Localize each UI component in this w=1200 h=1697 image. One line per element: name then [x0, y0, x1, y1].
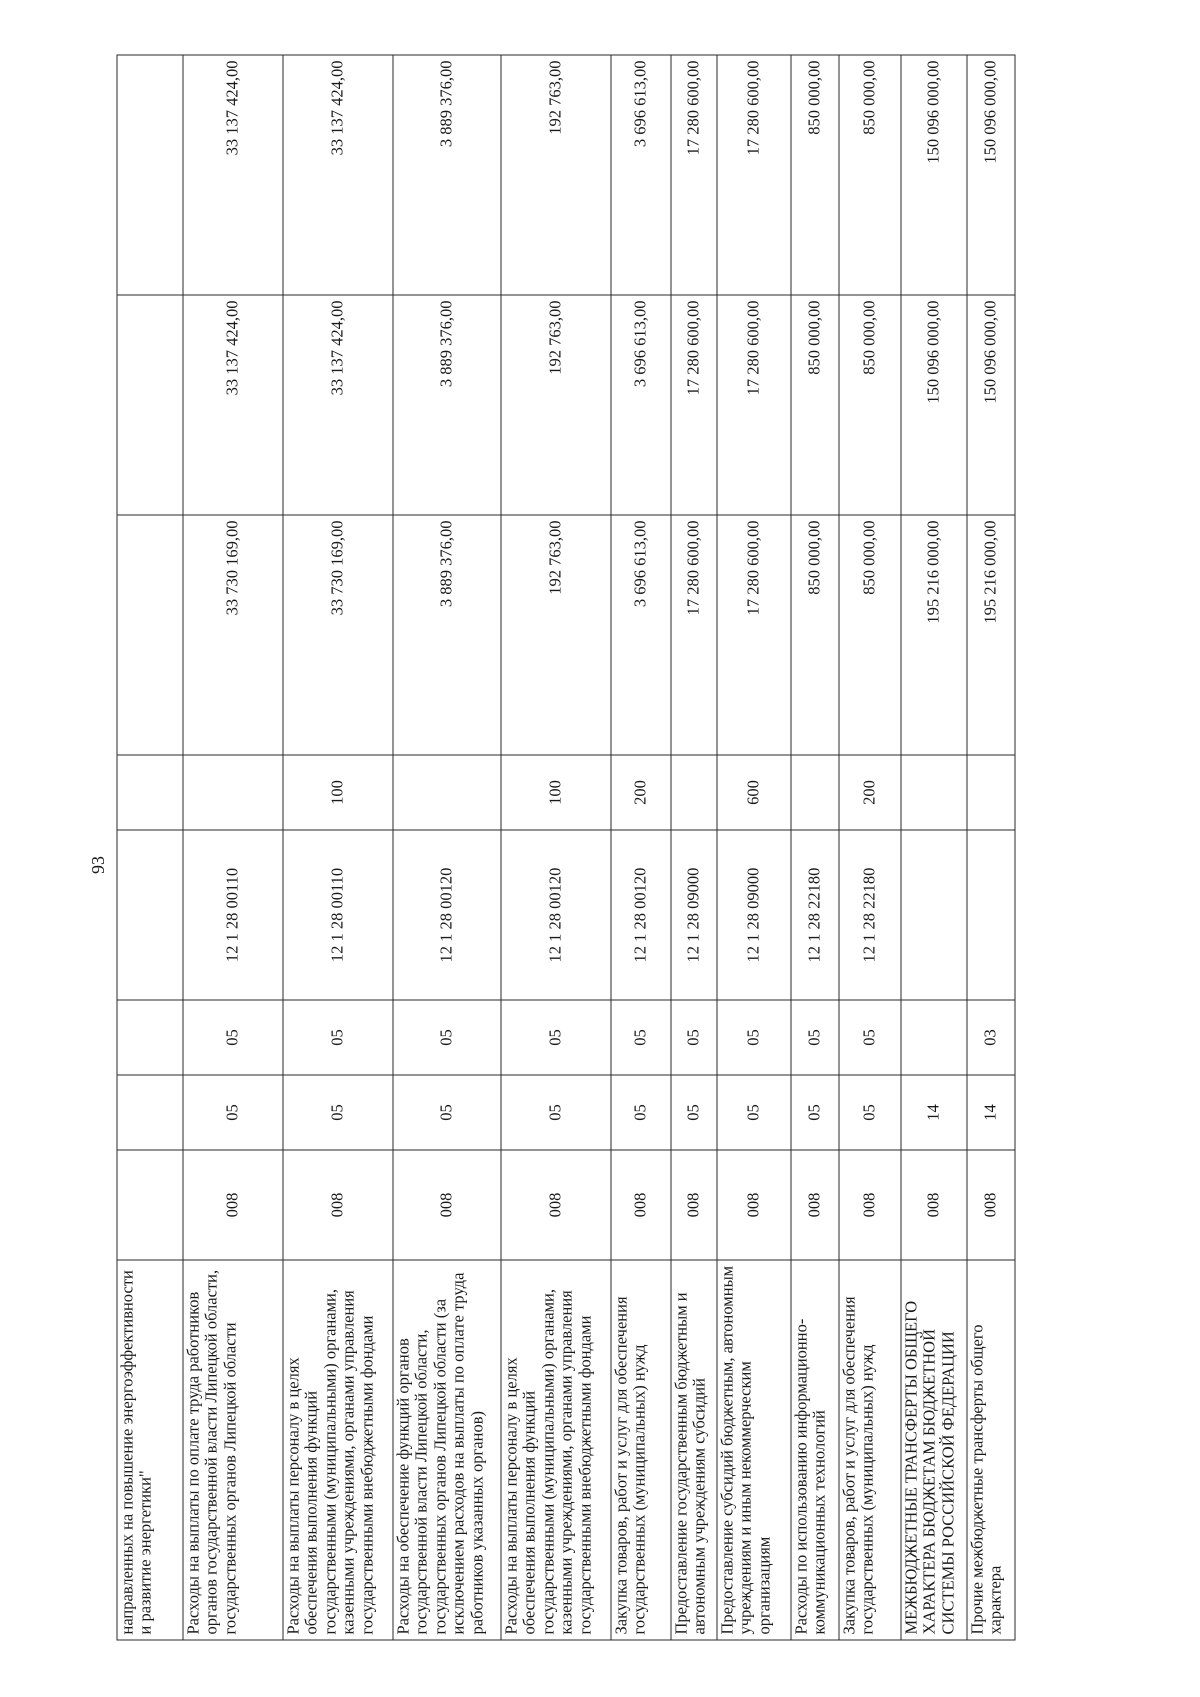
cell-target-article — [117, 830, 183, 1000]
cell-sum-year-1: 17 280 600,00 — [671, 515, 717, 755]
cell-razdel: 05 — [393, 1075, 501, 1150]
cell-razdel: 05 — [671, 1075, 717, 1150]
rotated-table-area — [116, 56, 1084, 1641]
cell-podrazdel: 05 — [501, 1000, 611, 1075]
cell-sum-year-2 — [117, 295, 183, 515]
cell-description: Прочие межбюджетные трансферты общего характера — [967, 1260, 1015, 1640]
cell-target-article: 12 1 28 00110 — [283, 830, 393, 1000]
cell-ved: 008 — [283, 1150, 393, 1260]
cell-razdel: 05 — [717, 1075, 791, 1150]
cell-sum-year-1: 192 763,00 — [501, 515, 611, 755]
cell-sum-year-2: 33 137 424,00 — [183, 295, 283, 515]
cell-sum-year-1: 33 730 169,00 — [183, 515, 283, 755]
cell-sum-year-3: 3 889 376,00 — [393, 55, 501, 295]
cell-ved: 008 — [501, 1150, 611, 1260]
cell-sum-year-3: 150 096 000,00 — [967, 55, 1015, 295]
table-row — [183, 55, 283, 1640]
cell-sum-year-1: 17 280 600,00 — [717, 515, 791, 755]
cell-sum-year-2: 850 000,00 — [839, 295, 901, 515]
cell-description: Закупка товаров, работ и услуг для обеспечения государственных (муниципальных) нужд — [839, 1260, 901, 1640]
cell-ved: 008 — [671, 1150, 717, 1260]
table-row — [791, 55, 839, 1640]
cell-podrazdel: 05 — [183, 1000, 283, 1075]
cell-ved: 008 — [717, 1150, 791, 1260]
cell-description: Закупка товаров, работ и услуг для обеспечения государственных (муниципальных) нужд — [611, 1260, 671, 1640]
cell-description: Предоставление субсидий бюджетным, автономным учреждениям и иным некоммерческим организациям — [717, 1260, 791, 1640]
cell-sum-year-3: 3 696 613,00 — [611, 55, 671, 295]
cell-sum-year-1: 3 889 376,00 — [393, 515, 501, 755]
cell-description: МЕЖБЮДЖЕТНЫЕ ТРАНСФЕРТЫ ОБЩЕГО ХАРАКТЕРА БЮДЖЕТАМ БЮДЖЕТНОЙ СИСТЕМЫ РОССИЙСКОЙ ФЕДЕРАЦИИ — [901, 1260, 967, 1640]
cell-sum-year-2: 150 096 000,00 — [967, 295, 1015, 515]
cell-razdel: 05 — [611, 1075, 671, 1150]
cell-sum-year-2: 17 280 600,00 — [717, 295, 791, 515]
cell-podrazdel — [117, 1000, 183, 1075]
cell-sum-year-1: 33 730 169,00 — [283, 515, 393, 755]
cell-description: Предоставление государственным бюджетным и автономным учреждениям субсидий — [671, 1260, 717, 1640]
cell-target-article: 12 1 28 00110 — [183, 830, 283, 1000]
cell-ved: 008 — [183, 1150, 283, 1260]
cell-razdel: 14 — [967, 1075, 1015, 1150]
cell-expense-type — [901, 755, 967, 830]
page-number: 93 — [88, 856, 108, 874]
cell-target-article: 12 1 28 00120 — [501, 830, 611, 1000]
cell-sum-year-3: 850 000,00 — [839, 55, 901, 295]
cell-target-article: 12 1 28 09000 — [671, 830, 717, 1000]
cell-description: Расходы на выплаты по оплате труда работников органов государственной власти Липецкой области, государственных органов Липецкой области — [183, 1260, 283, 1640]
cell-ved: 008 — [611, 1150, 671, 1260]
cell-sum-year-2: 192 763,00 — [501, 295, 611, 515]
cell-sum-year-3: 850 000,00 — [791, 55, 839, 295]
cell-sum-year-3: 33 137 424,00 — [183, 55, 283, 295]
cell-sum-year-3: 17 280 600,00 — [671, 55, 717, 295]
cell-podrazdel: 05 — [717, 1000, 791, 1075]
cell-podrazdel: 05 — [393, 1000, 501, 1075]
cell-sum-year-1: 3 696 613,00 — [611, 515, 671, 755]
table-row — [839, 55, 901, 1640]
cell-target-article: 12 1 28 22180 — [791, 830, 839, 1000]
cell-target-article: 12 1 28 22180 — [839, 830, 901, 1000]
cell-razdel — [117, 1075, 183, 1150]
cell-razdel: 05 — [501, 1075, 611, 1150]
table-row — [283, 55, 393, 1640]
cell-podrazdel: 05 — [839, 1000, 901, 1075]
cell-podrazdel: 05 — [611, 1000, 671, 1075]
cell-sum-year-2: 3 696 613,00 — [611, 295, 671, 515]
cell-podrazdel — [901, 1000, 967, 1075]
cell-razdel: 05 — [839, 1075, 901, 1150]
cell-podrazdel: 05 — [791, 1000, 839, 1075]
table-row — [501, 55, 611, 1640]
table-row — [611, 55, 671, 1640]
cell-podrazdel: 03 — [967, 1000, 1015, 1075]
cell-sum-year-1: 195 216 000,00 — [967, 515, 1015, 755]
cell-podrazdel: 05 — [671, 1000, 717, 1075]
cell-description: Расходы по использованию информационно-коммуникационных технологий — [791, 1260, 839, 1640]
cell-description: направленных на повышение энергоэффективности и развитие энергетики" — [117, 1260, 183, 1640]
cell-sum-year-1: 195 216 000,00 — [901, 515, 967, 755]
table-row — [393, 55, 501, 1640]
cell-expense-type: 200 — [611, 755, 671, 830]
cell-razdel: 05 — [283, 1075, 393, 1150]
cell-sum-year-1: 850 000,00 — [791, 515, 839, 755]
cell-podrazdel: 05 — [283, 1000, 393, 1075]
cell-expense-type — [967, 755, 1015, 830]
cell-ved: 008 — [839, 1150, 901, 1260]
cell-ved: 008 — [901, 1150, 967, 1260]
cell-target-article — [967, 830, 1015, 1000]
cell-expense-type — [791, 755, 839, 830]
cell-sum-year-2: 850 000,00 — [791, 295, 839, 515]
cell-target-article: 12 1 28 09000 — [717, 830, 791, 1000]
cell-ved: 008 — [791, 1150, 839, 1260]
cell-ved: 008 — [967, 1150, 1015, 1260]
cell-sum-year-3: 33 137 424,00 — [283, 55, 393, 295]
cell-expense-type: 600 — [717, 755, 791, 830]
cell-expense-type — [183, 755, 283, 830]
table-row — [901, 55, 967, 1640]
cell-expense-type: 100 — [501, 755, 611, 830]
cell-expense-type: 100 — [283, 755, 393, 830]
cell-sum-year-3: 192 763,00 — [501, 55, 611, 295]
cell-expense-type: 200 — [839, 755, 901, 830]
cell-expense-type — [117, 755, 183, 830]
cell-sum-year-1 — [117, 515, 183, 755]
cell-sum-year-2: 17 280 600,00 — [671, 295, 717, 515]
table-row — [117, 55, 183, 1640]
cell-target-article — [901, 830, 967, 1000]
cell-sum-year-2: 33 137 424,00 — [283, 295, 393, 515]
cell-sum-year-3: 17 280 600,00 — [717, 55, 791, 295]
cell-sum-year-3: 150 096 000,00 — [901, 55, 967, 295]
cell-target-article: 12 1 28 00120 — [393, 830, 501, 1000]
budget-table — [116, 55, 1015, 1641]
cell-sum-year-1: 850 000,00 — [839, 515, 901, 755]
cell-sum-year-2: 150 096 000,00 — [901, 295, 967, 515]
cell-expense-type — [393, 755, 501, 830]
table-row — [717, 55, 791, 1640]
cell-expense-type — [671, 755, 717, 830]
cell-razdel: 14 — [901, 1075, 967, 1150]
cell-sum-year-3 — [117, 55, 183, 295]
cell-razdel: 05 — [183, 1075, 283, 1150]
cell-description: Расходы на выплаты персоналу в целях обеспечения выполнения функций государственными (муниципальными) органами, казенными учреждениями, органами управления государственными внебюджетными фондами — [501, 1260, 611, 1640]
cell-description: Расходы на обеспечение функций органов государственной власти Липецкой области, государственных органов Липецкой области (за исключением расходов на выплаты по оплате труда работников указанных органов) — [393, 1260, 501, 1640]
cell-ved — [117, 1150, 183, 1260]
cell-razdel: 05 — [791, 1075, 839, 1150]
cell-description: Расходы на выплаты персоналу в целях обеспечения выполнения функций государственными (муниципальными) органами, казенными учреждениями, органами управления государственными внебюджетными фондами — [283, 1260, 393, 1640]
cell-target-article: 12 1 28 00120 — [611, 830, 671, 1000]
table-row — [671, 55, 717, 1640]
table-row — [967, 55, 1015, 1640]
cell-sum-year-2: 3 889 376,00 — [393, 295, 501, 515]
cell-ved: 008 — [393, 1150, 501, 1260]
